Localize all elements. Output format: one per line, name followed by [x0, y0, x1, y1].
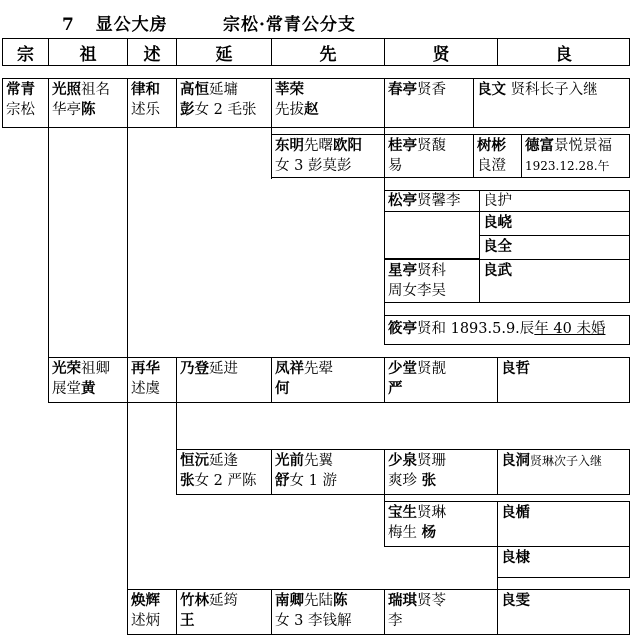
cell-xianx-2: 桂亭贤馥 易: [384, 134, 474, 178]
cell-xianx-3-extra: [384, 211, 480, 259]
cell-xianx-8: 宝生贤琳 梅生 杨: [384, 501, 498, 547]
cell-yan-4: 竹林延筠 王: [176, 589, 272, 635]
cell-xian-5: 南卿先陆陈 女 3 李钱解: [271, 589, 385, 635]
cell-yan-3: 恒沅延逢 张女 2 严陈: [176, 449, 272, 495]
cell-xianx-6: 少堂贤靓 严: [384, 357, 498, 403]
connector-yan1-v: [271, 127, 272, 179]
cell-xianx-9: 瑞琪贤苓 李: [384, 589, 498, 635]
title-branch: 宗松·常青公分支: [222, 15, 356, 35]
connector-zong-v: [48, 127, 49, 357]
cell-xianx-5: 筱亭贤和 1893.5.9.辰年 40 未婚: [384, 315, 630, 345]
cell-xian-4: 光前先翼 舒女 1 游: [271, 449, 385, 495]
cell-liang-4: 良护: [479, 190, 630, 212]
cell-liang-12: 良雯: [497, 589, 630, 635]
connector-xian2-h: [384, 177, 385, 178]
cell-xian-3: 凤祥先翚 何: [271, 357, 385, 403]
connector-yan3-h: [176, 402, 177, 450]
cell-liang-11: 良棣: [497, 546, 630, 578]
header-shu: 述: [127, 38, 177, 66]
cell-xianx-4: 星亭贤科 周女李吴: [384, 259, 480, 303]
connector-xianx-bottom-v: [384, 302, 385, 316]
header-xian: 先: [271, 38, 385, 66]
cell-liang-2: 树彬 良澄: [473, 134, 522, 178]
connector-xian2-v: [384, 177, 385, 191]
title-number: 7: [62, 15, 75, 35]
cell-zu-2: 光荣祖卿 展堂黄: [48, 357, 128, 403]
connector-xian-1-v: [384, 127, 385, 135]
cell-yan-2: 乃登延进: [176, 357, 272, 403]
cell-liang-1: 良文 贤科长子入继: [473, 78, 630, 128]
title-house: 显公大房: [95, 15, 168, 35]
cell-liang-7: 良武: [479, 259, 630, 303]
cell-shu-3: 焕辉 述炳: [127, 589, 177, 635]
cell-liang-5: 良峣: [479, 211, 630, 236]
connector-zu1-v: [127, 127, 128, 357]
connector-zu2-v: [127, 402, 128, 590]
cell-liang-9: 良洞贤琳次子入继: [497, 449, 630, 495]
header-zu: 祖: [48, 38, 128, 66]
header-xianx: 贤: [384, 38, 498, 66]
cell-xian-2: 东明先曙欧阳 女 3 彭莫彭: [271, 134, 385, 178]
page-title: [62, 10, 356, 35]
cell-liang-8: 良哲: [497, 357, 630, 403]
cell-zong: 常青 宗松: [2, 78, 49, 128]
header-liang: 良: [497, 38, 630, 66]
cell-xian-1: 莘荣 先拔赵: [271, 78, 385, 128]
cell-liang-3: 德富景悦景福 1923.12.28.午: [521, 134, 630, 178]
cell-xianx-7: 少泉贤珊 爽珍 张: [384, 449, 498, 495]
connector-liang10-v: [497, 577, 498, 590]
cell-liang-10: 良楯: [497, 501, 630, 547]
cell-zu-1: 光照祖名 华亭陈: [48, 78, 128, 128]
cell-shu-1: 律和 述乐: [127, 78, 177, 128]
cell-liang-6: 良全: [479, 235, 630, 260]
cell-yan-1: 高恒延墉 彭女 2 毛张: [176, 78, 272, 128]
cell-xianx-3: 松亭贤馨李: [384, 190, 480, 212]
cell-shu-2: 再华 述虞: [127, 357, 177, 403]
header-zong: 宗: [2, 38, 49, 66]
connector-xianx7-v: [384, 494, 385, 502]
header-yan: 延: [176, 38, 272, 66]
cell-xianx-1: 春亭贤香: [384, 78, 474, 128]
